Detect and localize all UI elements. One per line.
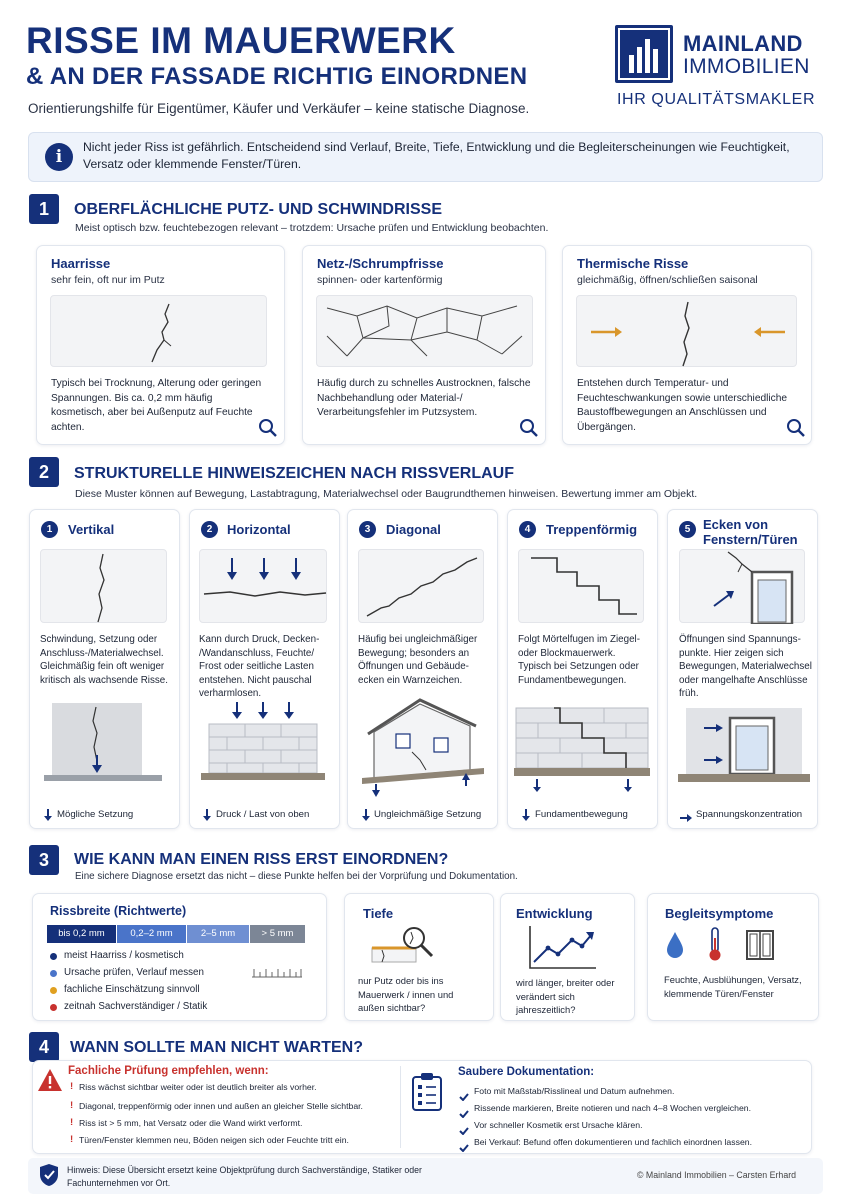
- section-subtitle: Eine sichere Diagnose ersetzt das nicht – diese Punkte helfen bei der Vorprüfung und Dokumentation.: [75, 871, 518, 882]
- arrow-down-icon: [42, 808, 54, 822]
- window-icon: [745, 929, 775, 961]
- arrow-down-icon: [623, 779, 633, 793]
- card-text: Schwindung, Setzung oder Anschluss-/Materialwechsel. Gleichmäßig fein oft weniger kritisch als wachsende Risse.: [40, 634, 168, 686]
- logo-name: MAINLAND: [683, 31, 803, 56]
- section-number: 3: [29, 845, 59, 875]
- warning-title: Fachliche Prüfung empfehlen, wenn:: [68, 1065, 269, 1077]
- legend-item: zeitnah Sachverständiger / Statik: [64, 1001, 208, 1012]
- card-title: Rissbreite (Richtwerte): [50, 904, 187, 918]
- exclamation-icon: !: [70, 1134, 74, 1145]
- card-title: Tiefe: [363, 906, 394, 921]
- masonry-load-illustration: [199, 700, 327, 783]
- card-caption: Ungleichmäßige Setzung: [374, 809, 482, 820]
- depth-magnifier-icon: [370, 922, 442, 966]
- card-title: Thermische Risse: [577, 256, 689, 271]
- documentation-item: Vor schneller Kosmetik erst Ursache klären.: [474, 1120, 643, 1130]
- checkmark-icon: [459, 1139, 469, 1147]
- card-title: Treppenförmig: [546, 522, 638, 537]
- section-heading: WANN SOLLTE MAN NICHT WARTEN?: [70, 1039, 364, 1056]
- section-subtitle: Meist optisch bzw. feuchtebezogen relevant – trotzdem: Ursache prüfen und Entwicklung beobachten.: [75, 222, 549, 234]
- card-text: Typisch bei Trocknung, Alterung oder geringen Spannungen. Bis ca. 0,2 mm häufig kosmetisch, aber bei Außenputz auf Feuchte achten.: [51, 378, 262, 433]
- width-segment: 0,2–2 mm: [117, 925, 186, 943]
- card-text: Häufig bei ungleichmäßiger Bewegung; besonders an Öffnungen und Gebäude- ecken ein Warnzeichen.: [358, 634, 478, 686]
- section-subtitle: Diese Muster können auf Bewegung, Lastabtragung, Materialwechsel oder Baugrundthemen hinweisen. Bewertung immer am Objekt.: [75, 488, 698, 500]
- card-subtitle: gleichmäßig, öffnen/schließen saisonal: [577, 274, 758, 286]
- clipboard-checklist-icon: [410, 1072, 444, 1112]
- window-corner-crack-illustration: [679, 549, 805, 623]
- info-icon: i: [45, 143, 73, 171]
- arrow-right-icon: [679, 810, 693, 820]
- section-heading: OBERFLÄCHLICHE PUTZ- UND SCHWINDRISSE: [74, 201, 442, 218]
- shield-check-icon: [39, 1163, 59, 1187]
- warning-item: Diagonal, treppenförmig oder innen und außen an gleicher Stelle sichtbar.: [79, 1101, 363, 1111]
- card-subtitle: sehr fein, oft nur im Putz: [51, 274, 165, 286]
- legend-item: Ursache prüfen, Verlauf messen: [64, 967, 204, 978]
- divider: [400, 1066, 401, 1148]
- checkmark-icon: [459, 1122, 469, 1130]
- arrow-down-icon: [520, 808, 532, 822]
- thermometer-icon: [707, 926, 723, 962]
- width-segment: 2–5 mm: [187, 925, 249, 943]
- magnifier-icon[interactable]: [258, 418, 278, 438]
- arrow-down-icon: [532, 779, 542, 793]
- thermal-crack-illustration: [576, 295, 797, 367]
- trend-chart-icon: [526, 924, 598, 972]
- horizontal-crack-illustration: [199, 549, 327, 623]
- network-crack-illustration: [316, 295, 533, 367]
- arrow-down-icon: [360, 808, 372, 822]
- card-title: Entwicklung: [516, 906, 593, 921]
- warning-item: Türen/Fenster klemmen neu, Böden neigen sich oder Feuchte tritt ein.: [79, 1135, 349, 1145]
- legend-dot: [50, 1004, 57, 1011]
- section-number: 1: [29, 194, 59, 224]
- number-badge: 1: [41, 521, 58, 538]
- card-title: Diagonal: [386, 522, 441, 537]
- legend-dot: [50, 953, 57, 960]
- vertical-crack-illustration: [40, 549, 167, 623]
- water-drop-icon: [665, 930, 685, 960]
- card-caption: Druck / Last von oben: [216, 809, 310, 820]
- card-text: nur Putz oder bis ins Mauerwerk / innen und außen sichtbar?: [358, 975, 454, 1013]
- logo-name-line2: IMMOBILIEN: [683, 55, 810, 78]
- legend-item: meist Haarriss / kosmetisch: [64, 950, 184, 961]
- number-badge: 5: [679, 521, 696, 538]
- opening-stress-illustration: [678, 708, 810, 784]
- arrow-down-icon: [201, 808, 213, 822]
- masonry-stepped-crack-illustration: [514, 706, 650, 778]
- warning-item: Riss wächst sichtbar weiter oder ist deutlich breiter als vorher.: [79, 1082, 317, 1092]
- number-badge: 4: [519, 521, 536, 538]
- number-badge: 3: [359, 521, 376, 538]
- diagonal-crack-illustration: [358, 549, 484, 623]
- house-uneven-settlement-illustration: [358, 696, 488, 798]
- card-text: Kann durch Druck, Decken- /Wandanschluss, Feuchte/ Frost oder seitliche Lasten entstehen. Nicht pauschal verharmlosen.: [199, 634, 320, 700]
- footer-note: Hinweis: Diese Übersicht ersetzt keine Objektprüfung durch Sachverständige, Statiker oder Fachunternehmen vor Ort.: [67, 1165, 422, 1188]
- card-text: Entstehen durch Temperatur- und Feuchteschwankungen sowie unterschiedliche Baustoffbewegungen an Anschlüssen und Übergängen.: [577, 378, 788, 433]
- documentation-item: Bei Verkauf: Befund offen dokumentieren und fachlich einordnen lassen.: [474, 1137, 753, 1147]
- card-title: Netz-/Schrumpfrisse: [317, 256, 444, 271]
- card-text: Folgt Mörtelfugen im Ziegel- oder Blockmauerwerk. Typisch bei Setzungen oder Fundamentbewegungen.: [518, 634, 640, 686]
- documentation-item: Rissende markieren, Breite notieren und nach 4–8 Wochen vergleichen.: [474, 1103, 752, 1113]
- warning-item: Riss ist > 5 mm, hat Versatz oder die Wand wirkt verformt.: [79, 1118, 303, 1128]
- wall-settlement-illustration: [40, 703, 166, 783]
- checkmark-icon: [459, 1105, 469, 1113]
- stepped-crack-illustration: [518, 549, 644, 623]
- warning-triangle-icon: [37, 1068, 63, 1092]
- card-text: Feuchte, Ausblühungen, Versatz, klemmende Türen/Fenster: [664, 974, 802, 999]
- width-segment: > 5 mm: [250, 925, 305, 943]
- page-subtitle: Orientierungshilfe für Eigentümer, Käufer und Verkäufer – keine statische Diagnose.: [28, 101, 530, 116]
- card-title: Horizontal: [227, 522, 291, 537]
- legend-item: fachliche Einschätzung sinnvoll: [64, 984, 200, 995]
- card-subtitle: spinnen- oder kartenförmig: [317, 274, 443, 286]
- page-title: RISSE IM MAUERWERK: [26, 20, 456, 61]
- crack-ruler-icon: [250, 965, 304, 979]
- legend-dot: [50, 970, 57, 977]
- number-badge: 2: [201, 521, 218, 538]
- section-number: 4: [29, 1032, 59, 1062]
- section-heading: STRUKTURELLE HINWEISZEICHEN NACH RISSVERLAUF: [74, 465, 515, 482]
- page-title-line2: & AN DER FASSADE RICHTIG EINORDNEN: [26, 63, 528, 90]
- legend-dot: [50, 987, 57, 994]
- documentation-title: Saubere Dokumentation:: [458, 1066, 595, 1078]
- info-text: Nicht jeder Riss ist gefährlich. Entscheidend sind Verlauf, Breite, Tiefe, Entwicklung und die Begleiterscheinungen wie Feuchtigkeit, Versatz oder klemmende Fenster/Türen.: [83, 140, 790, 171]
- section-heading: WIE KANN MAN EINEN RISS ERST EINORDNEN?: [74, 851, 449, 868]
- card-title: Haarrisse: [51, 256, 111, 271]
- card-caption: Mögliche Setzung: [57, 809, 134, 820]
- card-text: Öffnungen sind Spannungs- punkte. Hier zeigen sich Bewegungen, Materialwechsel oder mangelhafte Anschlüsse früh.: [679, 634, 812, 700]
- exclamation-icon: !: [70, 1100, 74, 1111]
- card-caption: Fundamentbewegung: [535, 809, 628, 820]
- logo-building-icon: [615, 25, 673, 83]
- section-number: 2: [29, 457, 59, 487]
- exclamation-icon: !: [70, 1081, 74, 1092]
- card-title: Ecken von Fenstern/Türen: [703, 517, 798, 547]
- card-title: Begleitsymptome: [665, 906, 774, 921]
- card-caption: Spannungskonzentration: [696, 809, 803, 820]
- card-title: Vertikal: [68, 522, 115, 537]
- card-text: wird länger, breiter oder verändert sich jahreszeitlich?: [516, 977, 615, 1015]
- footer-copyright: © Mainland Immobilien – Carsten Erhard: [637, 1170, 797, 1180]
- magnifier-icon[interactable]: [786, 418, 806, 438]
- card-text: Häufig durch zu schnelles Austrocknen, falsche Nachbehandlung oder Material-/ Verarbeitungsfehler im Putzsystem.: [317, 378, 531, 418]
- checkmark-icon: [459, 1088, 469, 1096]
- width-segment: bis 0,2 mm: [47, 925, 116, 943]
- magnifier-icon[interactable]: [519, 418, 539, 438]
- hairline-crack-illustration: [50, 295, 267, 367]
- logo-tagline: IHR QUALITÄTSMAKLER: [617, 91, 816, 108]
- exclamation-icon: !: [70, 1117, 74, 1128]
- documentation-item: Foto mit Maßstab/Risslineal und Datum aufnehmen.: [474, 1086, 675, 1096]
